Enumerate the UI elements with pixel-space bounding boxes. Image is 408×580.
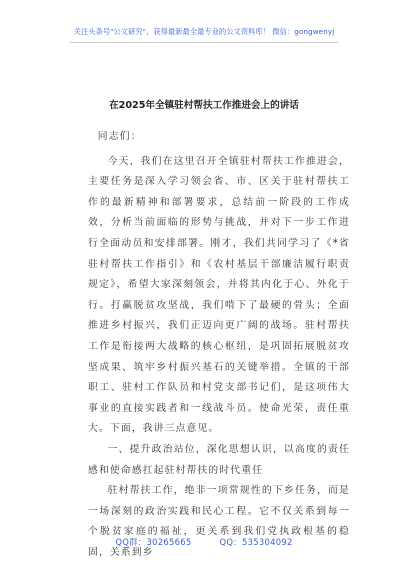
footer-qq-number: QQ：535304092: [219, 537, 293, 547]
footer-qq-group: QQ群：30265665: [115, 537, 192, 547]
salutation: 同志们：: [97, 131, 142, 142]
document-title: 在2025年全镇驻村帮扶工作推进会上的讲话: [109, 100, 299, 111]
header-banner: 关注头条号"公文研究"，获得最新最全最专业的公文资料库！ 微信：gongwenyj: [73, 27, 335, 36]
footer-contact: [0, 536, 408, 548]
document-body: [88, 127, 350, 563]
paragraph-intro: 今天，我们在这里召开全镇驻村帮扶工作推进会，主要任务是深入学习领会省、市、区关于驻村帮扶工作的最新精神和部署要求，总结前一阶段的工作成效，分析当前面临的形势与挑战，并对下一步工作进行全面动员和安排部署。刚才，我们共同学习了《*省驻村帮扶工作指引》和《农村基层干部廉洁履行职责规定》，希望大家深刻领会，并将其内化于心、外化于行。打赢脱贫攻坚战，我们啃下了最硬的骨头；全面推进乡村振兴，我们正迈向更广阔的战场。驻村帮扶工作是衔接两大战略的核心枢纽，是巩固拓展脱贫攻坚成果、筑牢乡村振兴基石的关键举措。全镇的干部职工、驻村工作队员和村党支部书记们，是这项伟大事业的直接实践者和一线战斗员。使命光荣，责任重大。下面，我讲三点意见。: [88, 155, 350, 435]
section-heading-1: 一、提升政治站位，深化思想认识，以高度的责任感和使命感扛起驻村帮扶的时代重任: [88, 443, 350, 476]
header-divider: [70, 42, 338, 43]
paragraph-section-1: 驻村帮扶工作，绝非一项常规性的下乡任务，而是一场深刻的政治实践和民心工程。它不仅关系到每一个脱贫家庭的福祉，更关系到我们党执政根基的稳固，关系到乡: [88, 485, 350, 558]
